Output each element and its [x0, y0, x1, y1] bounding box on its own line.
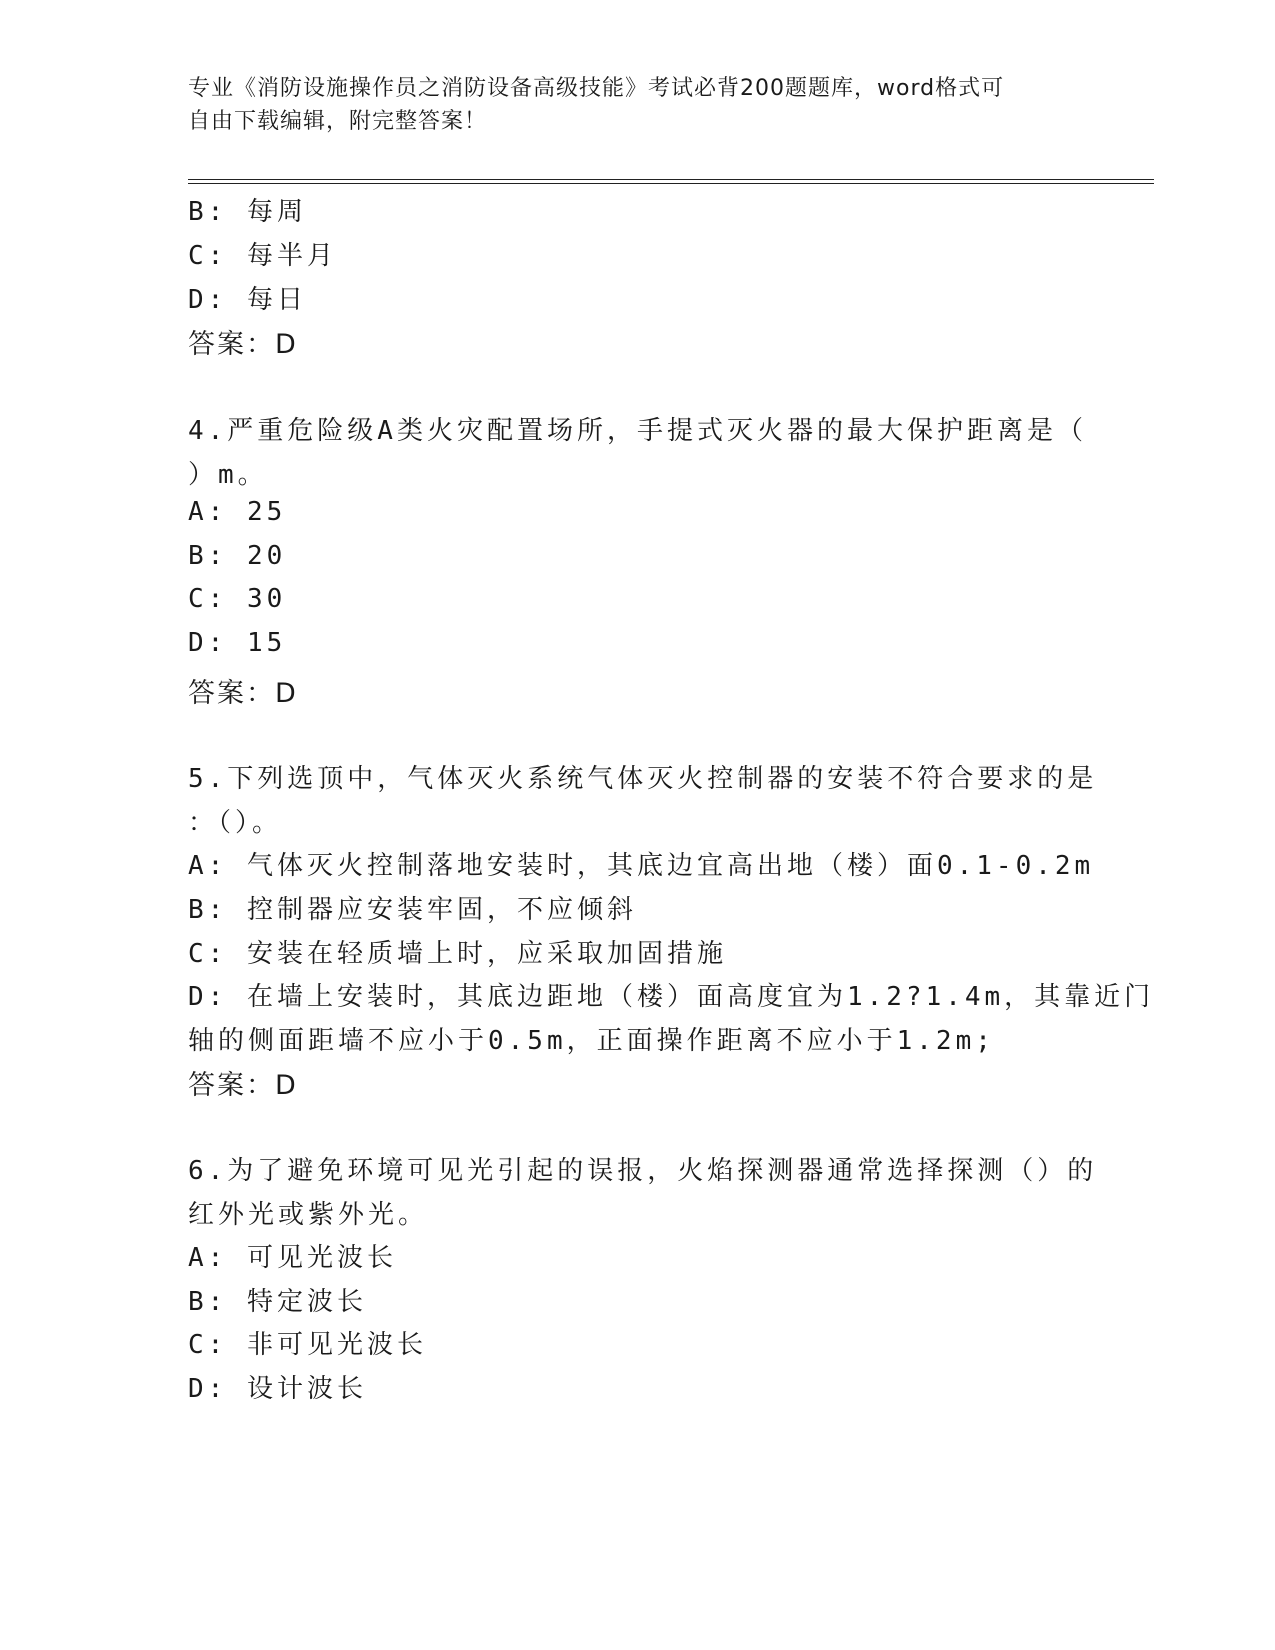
header-line-2: 自由下载编辑，附完整答案！ — [188, 109, 488, 134]
q4-option-d: D: 15 — [188, 628, 287, 658]
q5-option-d-line-2: 轴的侧面距墙不应小于0.5m，正面操作距离不应小于1.2m; — [188, 1026, 995, 1056]
q4-option-c: C: 30 — [188, 584, 287, 614]
q4-answer: 答案：D — [188, 678, 298, 709]
q4-stem-line-1: 4.严重危险级A类火灾配置场所，手提式灭火器的最大保护距离是（ — [188, 416, 1087, 446]
header-line-1: 专业《消防设施操作员之消防设备高级技能》考试必背200题题库，word格式可 — [188, 76, 1005, 101]
q3-option-c: C: 每半月 — [188, 241, 337, 271]
q6-option-c: C: 非可见光波长 — [188, 1330, 427, 1360]
q6-option-d: D: 设计波长 — [188, 1374, 367, 1404]
q6-stem-line-1: 6.为了避免环境可见光引起的误报，火焰探测器通常选择探测（）的 — [188, 1156, 1098, 1186]
q4-option-b: B: 20 — [188, 541, 287, 571]
document-header — [188, 72, 1068, 138]
q5-stem-line-2: ：（）。 — [188, 808, 283, 838]
q5-stem-line-1: 5.下列选顶中，气体灭火系统气体灭火控制器的安装不符合要求的是 — [188, 764, 1098, 794]
q5-answer: 答案：D — [188, 1070, 298, 1101]
q6-option-a: A: 可见光波长 — [188, 1243, 397, 1273]
q5-option-c: C: 安装在轻质墙上时，应采取加固措施 — [188, 939, 727, 969]
q3-option-d: D: 每日 — [188, 285, 307, 315]
q5-option-d-line-1: D: 在墙上安装时，其底边距地（楼）面高度宜为1.2?1.4m，其靠近门 — [188, 982, 1155, 1012]
q6-option-b: B: 特定波长 — [188, 1287, 367, 1317]
q3-answer: 答案：D — [188, 329, 298, 360]
q5-option-b: B: 控制器应安装牢固，不应倾斜 — [188, 895, 637, 925]
q5-option-a: A: 气体灭火控制落地安装时，其底边宜高出地（楼）面0.1-0.2m — [188, 851, 1095, 881]
header-rule-top — [188, 179, 1154, 180]
header-rule-bottom — [188, 183, 1154, 184]
q3-option-b: B: 每周 — [188, 197, 307, 227]
q4-option-a: A: 25 — [188, 497, 287, 527]
q6-stem-line-2: 红外光或紫外光。 — [188, 1200, 429, 1230]
q4-stem-line-2: ）m。 — [188, 460, 268, 490]
